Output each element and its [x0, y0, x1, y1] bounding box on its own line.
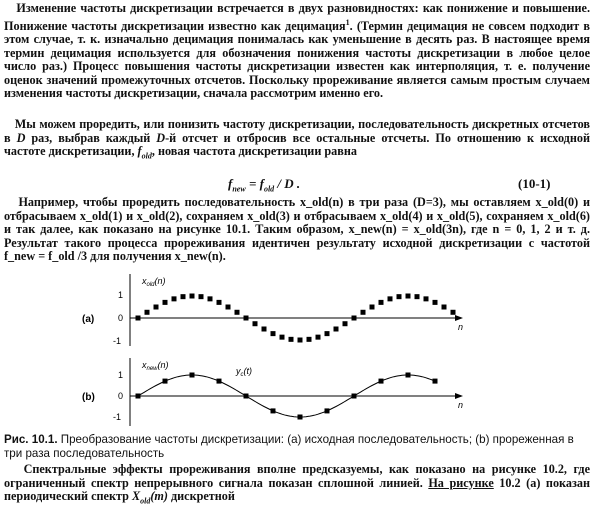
p2-text-d: , новая частота дискретизации равна [151, 144, 357, 158]
paragraph-3 [4, 196, 590, 264]
panel-a-sample-point [415, 294, 420, 299]
paragraph-4 [4, 463, 590, 508]
footnote-ref[interactable]: 1 [345, 17, 350, 27]
panel-b-label: (b) [82, 392, 95, 403]
panel-b-ytick-1: 1 [118, 370, 124, 380]
p1-text: Изменение частоты дискретизации встречается в двух разновидностях: как понижение и повышение. Понижение частоты дискретизации известно как децимация [4, 1, 590, 33]
panel-a-sample-point [145, 310, 150, 315]
panel-a-sample-point [352, 316, 357, 321]
panel-a [82, 274, 463, 346]
equation-expression: $f_{new} = f_{old} / D$ . [228, 176, 301, 194]
panel-b-curve-label: $y_c(t)$ [236, 366, 252, 378]
p2-text-b: раз, выбрав каждый [25, 130, 157, 145]
panel-b-sample-point [217, 379, 222, 384]
p2-var-f: f [137, 144, 142, 158]
panel-b-sample-point [406, 373, 411, 378]
panel-a-sample-point [226, 305, 231, 310]
panel-a-sample-point [217, 300, 222, 305]
panel-b [82, 358, 463, 426]
p1-text-cont: . (Термин децимация не совсем подходит в этом случае, т. к. изначально децимация понималась как уменьшение в десять раз. В настоящее время термин децимация используется для обозначения понижения частоты дискретизации в любое целое число раз.) Процесс повышения частоты дискретизации известен как интерполяция, т. е. получение оценок значений промежуточных отсчетов. Поскольку прореживание является самым простым случаем изменения частоты дискретизации, сначала рассмотрим именно его. [4, 18, 590, 101]
panel-b-ytick-neg1: -1 [113, 412, 122, 422]
caption-label: Рис. 10.1. [4, 433, 58, 446]
panel-a-sample-point [163, 300, 168, 305]
panel-b-sample-point [298, 415, 303, 420]
p4-text-c: дискретной [167, 489, 235, 503]
panel-a-sample-point [307, 337, 312, 342]
panel-a-sample-point [199, 294, 204, 299]
panel-a-sample-point [397, 294, 402, 299]
panel-a-sample-point [361, 310, 366, 315]
panel-a-sample-point [289, 337, 294, 342]
p3-text: Например, чтобы проредить последовательность x_old(n) в три раза (D=3), мы оставляем x_old(0) и отбрасываем x_old(1) и x_old(2), сохраняем x_old(3) и отбрасываем x_old(4) и x_old(5), сохраняем x_old(6) и так далее, как показано на рисунке 10.1. Таким образом, x_new(n) = x_old(3n), где n = 0, 1, 2 и т. д. Результат такого процесса прореживания идентичен результату исходной дискретизации с частотой f_new = f_old /3 для получения x_new(n). [4, 195, 591, 263]
panel-a-sample-point [370, 305, 375, 310]
panel-b-sample-point [379, 379, 384, 384]
panel-b-sample-point [163, 379, 168, 384]
panel-b-sample-point [190, 373, 195, 378]
paragraph-2 [4, 118, 590, 163]
panel-a-xlabel: n [458, 322, 464, 332]
figure-10-1 [60, 268, 510, 428]
p4-var-X: X [131, 489, 141, 503]
p2-var-f-sub: old [141, 151, 152, 161]
equation-number: (10-1) [518, 176, 551, 191]
panel-a-sample-point [424, 296, 429, 301]
panel-b-xlabel: n [458, 400, 464, 410]
panel-b-arrow-icon [455, 393, 463, 399]
panel-b-ylabel: $x_{new}(n)$ [142, 360, 169, 372]
panel-a-sample-point [325, 331, 330, 336]
p4-link[interactable]: На рисунке [428, 475, 494, 490]
panel-a-sample-point [253, 321, 258, 326]
panel-a-sample-point [379, 300, 384, 305]
panel-b-sample-point [352, 394, 357, 399]
panel-a-sample-point [244, 316, 249, 321]
p2-var-D2: D [156, 130, 166, 145]
p4-var-m: (m) [150, 489, 168, 503]
p4-text-a: Спектральные эффекты прореживания вполне предсказуемы, как показано на рисунке 10.2, где ограниченный спектр непрерывного сигнала показан сплошной линией. [4, 462, 590, 490]
panel-a-sample-point [388, 296, 393, 301]
panel-b-sample-point [325, 408, 330, 413]
panel-a-sample-point [190, 294, 195, 299]
panel-a-sample-point [181, 294, 186, 299]
panel-b-sample-point [271, 408, 276, 413]
panel-a-sample-point [316, 335, 321, 340]
panel-a-sample-point [451, 310, 456, 315]
caption-text: Преобразование частоты дискретизации: (a) исходная последовательность; (b) прореженная в три раза последовательность [4, 433, 574, 460]
p2-text-a: Мы можем проредить, или понизить частоту дискретизации, последовательность дискретных отсчетов в [4, 117, 590, 145]
figure-caption [4, 433, 590, 461]
panel-a-sample-point [262, 327, 267, 332]
panel-a-sample-point [208, 296, 213, 301]
panel-a-ylabel: $x_{old}(n)$ [142, 276, 166, 288]
panel-b-sample-point [136, 394, 141, 399]
panel-a-sample-point [136, 316, 141, 321]
panel-a-sample-point [280, 335, 285, 340]
panel-a-ytick-0: 0 [118, 313, 124, 323]
panel-a-sample-point [442, 305, 447, 310]
panel-a-arrow-icon [455, 315, 463, 321]
panel-a-sample-point [172, 296, 177, 301]
panel-a-sample-point [433, 300, 438, 305]
p2-var-D: D [16, 130, 26, 145]
panel-a-sample-point [298, 338, 303, 343]
panel-a-sample-point [406, 294, 411, 299]
panel-b-sample-point [433, 379, 438, 384]
p2-text-c: -й отсчет и отбросив все остальные отсчеты. По отношению к исходной частоте дискретизации, [4, 130, 590, 158]
panel-b-ytick-0: 0 [118, 391, 124, 401]
panel-a-sample-point [235, 310, 240, 315]
paragraph-1 [4, 2, 590, 101]
panel-a-label: (a) [82, 314, 95, 325]
panel-a-sample-point [334, 327, 339, 332]
panel-a-sample-point [271, 331, 276, 336]
p4-var-X-sub: old [140, 496, 151, 506]
panel-a-sample-point [154, 305, 159, 310]
panel-a-ytick-1: 1 [118, 290, 124, 300]
panel-a-sample-point [343, 321, 348, 326]
p4-text-b: 10.2 (a) показан периодический спектр [4, 475, 590, 503]
equation-10-1 [0, 176, 596, 192]
panel-a-ytick-neg1: -1 [113, 336, 122, 346]
panel-b-sample-point [244, 394, 249, 399]
